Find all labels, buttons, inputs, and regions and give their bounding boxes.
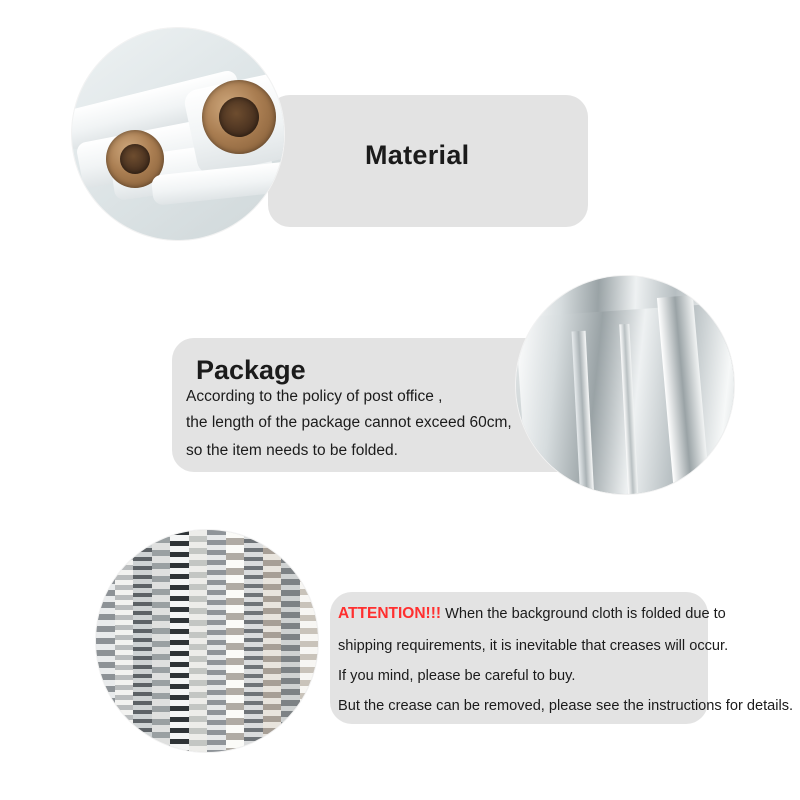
package-text-line-3: so the item needs to be folded.	[186, 442, 398, 459]
cloth-fold	[263, 530, 282, 752]
attention-text-line-3: If you mind, please be careful to buy.	[338, 668, 576, 684]
package-photo	[516, 276, 734, 494]
cloth-fold	[115, 530, 134, 752]
cloth-fold	[133, 530, 152, 752]
cloth-fold	[244, 530, 263, 752]
cloth-fold	[226, 530, 245, 752]
attention-text-line-1	[338, 605, 726, 623]
package-text-line-2: the length of the package cannot exceed 60cm,	[186, 414, 512, 431]
material-photo	[72, 28, 284, 240]
cloth-fold	[189, 530, 208, 752]
attention-text-line-4: But the crease can be removed, please see the instructions for details.	[338, 698, 794, 714]
package-text-line-1: According to the policy of post office ,	[186, 388, 443, 405]
material-title: Material	[365, 140, 470, 170]
package-title: Package	[196, 355, 306, 385]
folded-cloth-stack	[96, 530, 318, 752]
attention-text-line-2: shipping requirements, it is inevitable that creases will occur.	[338, 638, 729, 654]
attention-line-1-rest: When the background cloth is folded due to	[441, 606, 726, 622]
cloth-fold	[96, 530, 115, 752]
cloth-fold	[300, 530, 319, 752]
cloth-stack-photo	[96, 530, 318, 752]
attention-warning-label: ATTENTION!!!	[338, 605, 442, 622]
cloth-fold	[170, 530, 189, 752]
cloth-fold	[152, 530, 171, 752]
roll-core-small	[120, 144, 150, 174]
cloth-fold	[281, 530, 300, 752]
cloth-fold	[207, 530, 226, 752]
roll-core-large	[215, 93, 262, 140]
